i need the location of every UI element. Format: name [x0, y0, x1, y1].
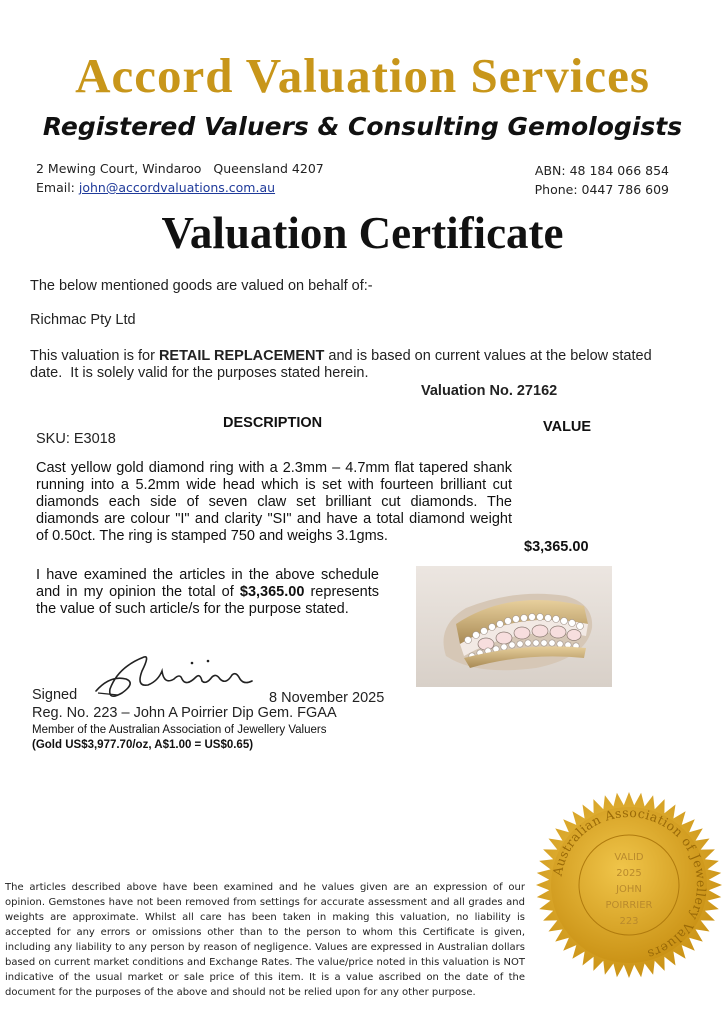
seal-line-4: POIRRIER: [605, 900, 653, 911]
registration-line: Reg. No. 223 – John A Poirrier Dip Gem. FGAA: [32, 705, 337, 721]
seal-line-3: JOHN: [616, 884, 642, 895]
item-value: $3,365.00: [524, 539, 589, 555]
description-header: DESCRIPTION: [223, 415, 323, 431]
gold-rate-line: (Gold US$3,977.70/oz, A$1.00 = US$0.65): [32, 739, 254, 751]
opinion-statement: [36, 567, 379, 618]
opinion-part-2: represents the value of such article/s for the purpose stated.: [36, 584, 379, 617]
opinion-part-1: I have examined the articles in the above schedule and in my opinion the total of: [36, 567, 379, 600]
address: 2 Mewing Court, Windaroo Queensland 4207: [36, 161, 324, 176]
seal-line-1: VALID: [614, 852, 644, 863]
association-seal: [534, 790, 724, 980]
signed-label: Signed: [32, 687, 78, 703]
email-label: Email:: [36, 180, 79, 195]
seal-line-2: 2025: [616, 868, 642, 879]
purpose-line-2: date. It is solely valid for the purposes stated herein.: [30, 365, 369, 381]
email-line: [36, 178, 324, 197]
valuation-number: Valuation No. 27162: [421, 383, 558, 399]
item-description: Cast yellow gold diamond ring with a 2.3mm – 4.7mm flat tapered shank running into a 5.2mm wide head which is set with fourteen brilliant cut diamonds each side of seven claw set brilliant cut diamonds. The diamonds are colour "I" and clarity "SI" and have a total diamond weight of 0.50ct. The ring is stamped 750 and weighs 3.1gms.: [36, 460, 512, 544]
email-link[interactable]: john@accordvaluations.com.au: [78, 180, 276, 195]
contact-block-right: [535, 161, 669, 199]
seal-ring-text: Australian Association of Jewellery Valuers: [549, 804, 710, 963]
membership-line: Member of the Australian Association of Jewellery Valuers: [32, 724, 327, 736]
purpose-statement: [30, 348, 690, 382]
ring-photo: [416, 566, 612, 687]
abn: ABN: 48 184 066 854: [534, 163, 669, 178]
signed-date: 8 November 2025: [269, 690, 385, 706]
purpose-line-1: [30, 348, 690, 365]
purpose-type: RETAIL REPLACEMENT: [158, 348, 325, 364]
disclaimer: The articles described above have been examined and he values given are an expression of our opinion. Gemstones have not been removed from settings for accurate assessment and all grades and weights are approximate. Whilst all care has been taken in making this valuation, no liability is accepted for any errors or omissions other than to the person to whom this Certificate is given, including any liability to any person by reason of negligence. Values are expressed in Australian dollars based on current market conditions and Exchange Rates. The value/price noted in this valuation is NOT indicative of the usual market or sale price of this item. It is a value ascribed on the date of the document for the purposes of the above and should not be relied upon for any other purpose.: [5, 882, 525, 998]
company-name: Accord Valuation Services: [75, 48, 650, 103]
client-name: Richmac Pty Ltd: [30, 312, 136, 328]
purpose-rest: and is based on current values at the below stated: [324, 348, 652, 364]
opinion-total: $3,365.00: [239, 584, 305, 600]
intro-text: The below mentioned goods are valued on behalf of:-: [30, 278, 373, 294]
sku: SKU: E3018: [36, 431, 116, 447]
value-header: VALUE: [543, 419, 592, 435]
seal-line-5: 223: [619, 916, 639, 927]
handwritten-signature: [88, 645, 268, 705]
phone: Phone: 0447 786 609: [534, 182, 669, 197]
certificate-title: Valuation Certificate: [161, 208, 564, 258]
company-tagline: Registered Valuers & Consulting Gemologists: [42, 112, 683, 141]
purpose-prefix: This valuation is for: [30, 348, 159, 364]
contact-block-left: [36, 159, 324, 197]
